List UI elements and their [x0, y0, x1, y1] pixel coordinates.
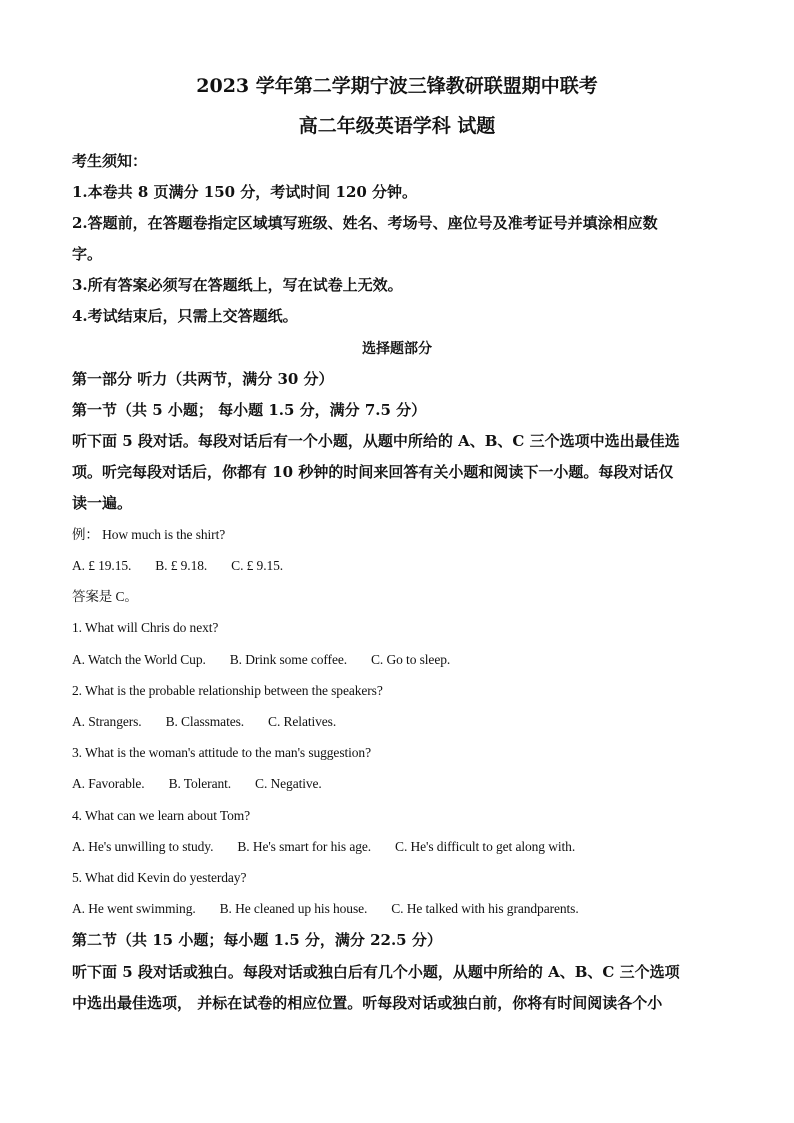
option: B. £ 9.18.: [155, 558, 208, 573]
instructions-line: 听下面 5 段对话。每段对话后有一个小题，从题中所给的 A、B、C 三个选项中选出最佳选: [72, 432, 680, 450]
option: B. Classmates.: [165, 714, 245, 729]
option: C. He talked with his grandparents.: [391, 901, 579, 916]
option: C. Go to sleep.: [371, 652, 451, 667]
notice-item: 4.考试结束后，只需上交答题纸。: [72, 307, 298, 325]
notice-item: 1.本卷共 8 页满分 150 分，考试时间 120 分钟。: [72, 183, 418, 201]
question-text: 2. What is the probable relationship between the speakers?: [72, 683, 383, 698]
notice-item: 3.所有答案必须写在答题纸上，写在试卷上无效。: [72, 276, 403, 294]
question-text: 4. What can we learn about Tom?: [72, 808, 251, 823]
option: C. £ 9.15.: [231, 558, 284, 573]
example-answer: 答案是 C。: [72, 589, 138, 604]
question-options: [72, 650, 722, 670]
question-options: [72, 899, 722, 919]
option: C. He's difficult to get along with.: [395, 839, 576, 854]
question-options: [72, 837, 722, 857]
option: B. Tolerant.: [168, 776, 232, 791]
question-text: 1. What will Chris do next?: [72, 620, 219, 635]
question-options: [72, 712, 722, 732]
part-one-heading: 第一部分 听力（共两节，满分 30 分）: [72, 370, 334, 388]
exam-subtitle: 高二年级英语学科 试题: [298, 115, 496, 137]
notice-item: 字。: [72, 245, 103, 263]
option: B. He cleaned up his house.: [219, 901, 368, 916]
subsection-one-heading: 第一节（共 5 小题； 每小题 1.5 分，满分 7.5 分）: [72, 401, 427, 419]
question-text: 3. What is the woman's attitude to the man's suggestion?: [72, 745, 371, 760]
instructions-line: 读一遍。: [72, 494, 133, 512]
option: C. Relatives.: [268, 714, 337, 729]
subsection-two-heading: 第二节（共 15 小题；每小题 1.5 分，满分 22.5 分）: [72, 931, 442, 949]
example-question: 例： How much is the shirt?: [72, 527, 226, 542]
option: B. He's smart for his age.: [237, 839, 372, 854]
option: A. He's unwilling to study.: [72, 839, 214, 854]
option: A. Favorable.: [72, 776, 145, 791]
option: A. He went swimming.: [72, 901, 196, 916]
instructions-line: 项。听完每段对话后，你都有 10 秒钟的时间来回答有关小题和阅读下一小题。每段对话仅: [72, 463, 674, 481]
instructions-line: 听下面 5 段对话或独白。每段对话或独白后有几个小题，从题中所给的 A、B、C 三个选项: [72, 963, 680, 981]
option: C. Negative.: [255, 776, 322, 791]
option: A. Strangers.: [72, 714, 142, 729]
option: A. Watch the World Cup.: [72, 652, 206, 667]
notice-item: 2.答题前，在答题卷指定区域填写班级、姓名、考场号、座位号及准考证号并填涂相应数: [72, 214, 658, 232]
question-options: [72, 774, 722, 794]
section-title: 选择题部分: [362, 341, 432, 357]
exam-title: 2023 学年第二学期宁波三锋教研联盟期中联考: [196, 75, 598, 97]
example-options: [72, 556, 722, 576]
question-text: 5. What did Kevin do yesterday?: [72, 870, 247, 885]
notice-heading: 考生须知：: [72, 152, 148, 170]
option: A. £ 19.15.: [72, 558, 132, 573]
option: B. Drink some coffee.: [229, 652, 348, 667]
instructions-line: 中选出最佳选项， 并标在试卷的相应位置。听每段对话或独白前，你将有时间阅读各个小: [72, 994, 663, 1012]
